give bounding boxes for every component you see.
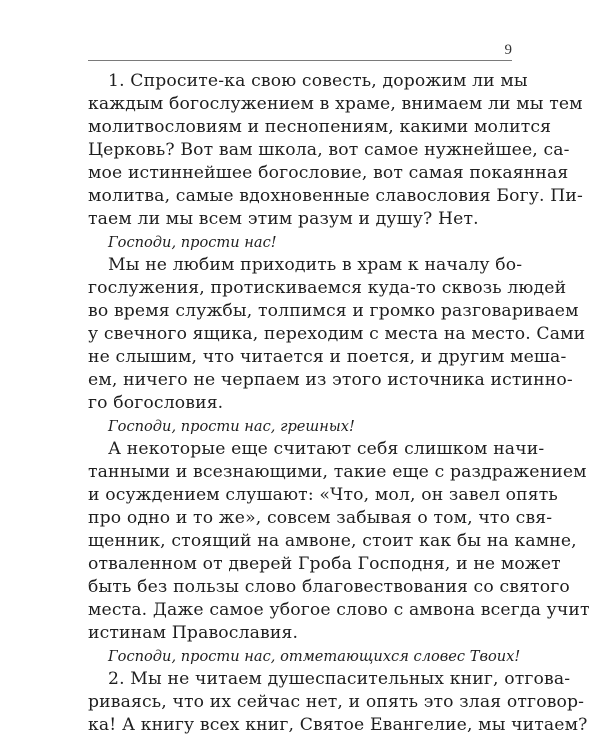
text-line: Церковь? Вот вам школа, вот самое нужнейшее, са-	[88, 140, 570, 160]
text-line: щенник, стоящий на амвоне, стоит как бы на камне,	[88, 531, 577, 551]
text-line: танными и всезнающими, такие еще с раздражением	[88, 462, 587, 482]
text-line: и осуждением слушают: «Что, мол, он завел опять	[88, 485, 558, 505]
text-line: истинам Православия.	[88, 623, 299, 643]
prayer-line: Господи, прости нас!	[108, 234, 277, 251]
text-line: го богословия.	[88, 393, 224, 413]
text-line: таем ли мы всем этим разум и душу? Нет.	[88, 209, 479, 229]
text-line: отваленном от дверей Гроба Господня, и не может	[88, 554, 561, 574]
text-line: 1. Спросите-ка свою совесть, дорожим ли мы	[108, 71, 528, 91]
header-rule	[88, 60, 512, 61]
text-line: молитва, самые вдохновенные славословия Богу. Пи-	[88, 186, 583, 206]
text-line: места. Даже самое убогое слово с амвона всегда учит	[88, 600, 590, 620]
prayer-line: Господи, прости нас, грешных!	[108, 418, 355, 435]
text-line: гослужения, протискиваемся куда-то сквозь людей	[88, 278, 567, 298]
text-line: молитвословиям и песнопениям, какими молится	[88, 117, 552, 137]
text-line: во время службы, толпимся и громко разговариваем	[88, 301, 579, 321]
text-line: 2. Мы не читаем душеспасительных книг, отговa-	[108, 669, 571, 689]
text-line: риваясь, что их сейчас нет, и опять это злая отговор-	[88, 692, 585, 712]
text-line: Мы не любим приходить в храм к началу бо-	[108, 255, 523, 275]
text-line: быть без пользы слово благовествования со святого	[88, 577, 570, 597]
text-line: каждым богослужением в храме, внимаем ли мы тем	[88, 94, 583, 114]
body-text	[88, 70, 590, 737]
page-number: 9	[504, 42, 512, 58]
text-line: ка! А книгу всех книг, Святое Евангелие, мы читаем?	[88, 715, 588, 735]
text-line: А некоторые еще считают себя слишком начи-	[108, 439, 545, 459]
text-line: про одно и то же», совсем забывая о том, что свя-	[88, 508, 553, 528]
text-line: ем, ничего не черпаем из этого источника истинно-	[88, 370, 573, 390]
text-line: у свечного ящика, переходим с места на место. Сами	[88, 324, 586, 344]
text-line: не слышим, что читается и поется, и другим меша-	[88, 347, 567, 367]
prayer-line: Господи, прости нас, отметающихся словес Твоих!	[108, 648, 521, 665]
text-line: мое истиннейшее богословие, вот самая покаянная	[88, 163, 569, 183]
